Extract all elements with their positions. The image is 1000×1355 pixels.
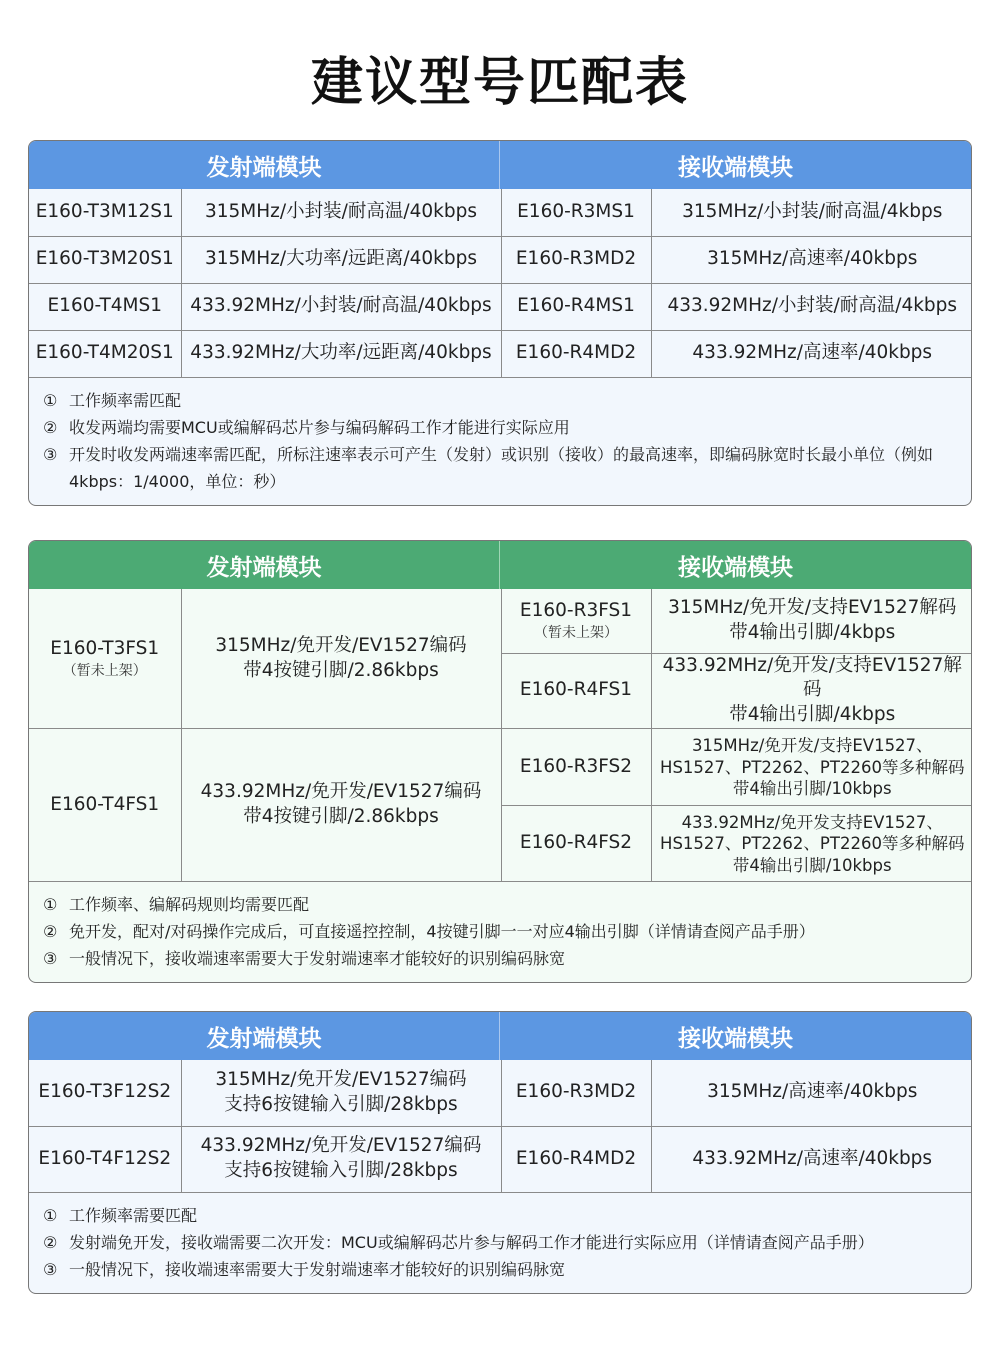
tx-desc-cell bbox=[181, 589, 501, 729]
table-row bbox=[29, 1126, 972, 1192]
rx-desc-line: 带4输出引脚/4kbps bbox=[729, 704, 896, 726]
rx-desc-cell bbox=[651, 806, 972, 882]
rx-desc-line: 带4输出引脚/10kbps bbox=[732, 855, 892, 875]
tx-desc-line: 支持6按键输入引脚/28kbps bbox=[224, 1093, 458, 1115]
notes bbox=[29, 378, 971, 505]
match-table-1 bbox=[28, 140, 972, 506]
note-item bbox=[43, 1229, 971, 1256]
tx-desc-line: 带4按键引脚/2.86kbps bbox=[243, 659, 439, 681]
table-row bbox=[29, 729, 972, 806]
note-text: 开发时收发两端速率需匹配，所标注速率表示可产生（发射）或识别（接收）的最高速率，即编码脉宽时长最小单位（例如4kbps：1/4000，单位：秒） bbox=[69, 444, 934, 491]
model-table bbox=[29, 189, 972, 378]
tx-desc-line: 433.92MHz/免开发/EV1527编码 bbox=[200, 781, 482, 803]
rx-desc: 433.92MHz/高速率/40kbps bbox=[651, 1126, 972, 1192]
model-table bbox=[29, 1060, 972, 1193]
rx-model-cell bbox=[501, 589, 651, 653]
tx-model: E160-T3M12S1 bbox=[29, 189, 181, 236]
rx-model: E160-R4FS1 bbox=[501, 653, 651, 729]
tx-desc-cell bbox=[181, 1060, 501, 1126]
note-item bbox=[43, 918, 971, 945]
note-text: 工作频率需要匹配 bbox=[69, 1205, 198, 1225]
rx-desc-line: 315MHz/免开发/支持EV1527解码 bbox=[668, 596, 957, 618]
rx-model: E160-R3MD2 bbox=[501, 236, 651, 283]
note-item bbox=[43, 1202, 971, 1229]
rx-desc-cell bbox=[651, 589, 972, 653]
tx-model: E160-T4F12S2 bbox=[29, 1126, 181, 1192]
rx-model: E160-R4FS2 bbox=[501, 806, 651, 882]
tx-module-header: 发射端模块 bbox=[29, 541, 500, 589]
rx-desc-line: 433.92MHz/免开发/支持EV1527解码 bbox=[662, 654, 962, 701]
table-header bbox=[29, 541, 971, 589]
tx-model: E160-T3F12S2 bbox=[29, 1060, 181, 1126]
note-number: ① bbox=[43, 390, 58, 410]
match-table-3 bbox=[28, 1011, 972, 1294]
availability-status: （暂未上架） bbox=[62, 662, 147, 679]
rx-desc-line: HS1527、PT2262、PT2260等多种解码 bbox=[660, 834, 965, 854]
rx-desc-line: 433.92MHz/免开发支持EV1527、 bbox=[681, 812, 943, 832]
rx-model: E160-R3MD2 bbox=[501, 1060, 651, 1126]
rx-desc: 315MHz/高速率/40kbps bbox=[651, 1060, 972, 1126]
tx-model: E160-T3FS1 bbox=[50, 637, 160, 659]
rx-model: E160-R3MS1 bbox=[501, 189, 651, 236]
tx-desc: 315MHz/大功率/远距离/40kbps bbox=[181, 236, 501, 283]
note-item bbox=[43, 1256, 971, 1283]
rx-desc: 315MHz/小封装/耐高温/4kbps bbox=[651, 189, 972, 236]
tx-model-cell bbox=[29, 589, 181, 729]
availability-status: （暂未上架） bbox=[534, 624, 618, 641]
note-number: ③ bbox=[43, 949, 58, 969]
rx-model: E160-R3FS1 bbox=[519, 599, 633, 621]
note-text: 收发两端均需要MCU或编解码芯片参与编码解码工作才能进行实际应用 bbox=[69, 417, 570, 437]
rx-desc: 433.92MHz/小封装/耐高温/4kbps bbox=[651, 283, 972, 330]
rx-module-header: 接收端模块 bbox=[678, 554, 793, 581]
table-header bbox=[29, 1012, 971, 1060]
tx-desc: 433.92MHz/小封装/耐高温/40kbps bbox=[181, 283, 501, 330]
note-text: 发射端免开发，接收端需要二次开发：MCU或编解码芯片参与解码工作才能进行实际应用（详情请查阅产品手册） bbox=[69, 1232, 874, 1252]
note-text: 免开发，配对/对码操作完成后，可直接遥控控制，4按键引脚一一对应4输出引脚（详情请查阅产品手册） bbox=[69, 922, 815, 942]
rx-module-header: 接收端模块 bbox=[678, 154, 793, 181]
rx-model: E160-R3FS2 bbox=[501, 729, 651, 806]
note-item bbox=[43, 387, 971, 414]
table-row bbox=[29, 1060, 972, 1126]
table-row bbox=[29, 189, 972, 236]
tx-desc-line: 433.92MHz/免开发/EV1527编码 bbox=[200, 1135, 482, 1157]
note-text: 一般情况下，接收端速率需要大于发射端速率才能较好的识别编码脉宽 bbox=[69, 1259, 566, 1279]
tx-desc: 315MHz/小封装/耐高温/40kbps bbox=[181, 189, 501, 236]
rx-model: E160-R4MD2 bbox=[501, 1126, 651, 1192]
note-number: ② bbox=[43, 1232, 58, 1252]
note-number: ③ bbox=[43, 1259, 58, 1279]
note-item bbox=[43, 891, 971, 918]
tx-desc-line: 315MHz/免开发/EV1527编码 bbox=[215, 1068, 467, 1090]
notes bbox=[29, 882, 971, 982]
rx-desc: 433.92MHz/高速率/40kbps bbox=[651, 330, 972, 377]
tx-model: E160-T4M20S1 bbox=[29, 330, 181, 377]
note-number: ② bbox=[43, 417, 58, 437]
table-row bbox=[29, 330, 972, 377]
note-item bbox=[43, 945, 971, 972]
tx-module-header: 发射端模块 bbox=[29, 141, 500, 189]
table-row bbox=[29, 236, 972, 283]
tx-desc: 433.92MHz/大功率/远距离/40kbps bbox=[181, 330, 501, 377]
tx-model: E160-T3M20S1 bbox=[29, 236, 181, 283]
table-header bbox=[29, 141, 971, 189]
rx-desc-line: HS1527、PT2262、PT2260等多种解码 bbox=[660, 757, 965, 777]
rx-desc: 315MHz/高速率/40kbps bbox=[651, 236, 972, 283]
tx-module-header: 发射端模块 bbox=[29, 1012, 500, 1060]
tx-model: E160-T4MS1 bbox=[29, 283, 181, 330]
rx-desc-line: 带4输出引脚/4kbps bbox=[729, 621, 896, 643]
tx-desc-cell bbox=[181, 729, 501, 882]
tx-model: E160-T4FS1 bbox=[29, 729, 181, 882]
tx-desc-cell bbox=[181, 1126, 501, 1192]
note-item bbox=[43, 441, 971, 495]
note-number: ① bbox=[43, 895, 58, 915]
match-table-2 bbox=[28, 540, 972, 983]
rx-desc-line: 带4输出引脚/10kbps bbox=[732, 779, 892, 799]
page-title: 建议型号匹配表 bbox=[310, 53, 689, 113]
note-item bbox=[43, 414, 971, 441]
table-row bbox=[29, 589, 972, 653]
tx-desc-line: 带4按键引脚/2.86kbps bbox=[243, 806, 439, 828]
note-text: 工作频率、编解码规则均需要匹配 bbox=[69, 895, 310, 915]
rx-desc-cell bbox=[651, 653, 972, 729]
rx-model: E160-R4MD2 bbox=[501, 330, 651, 377]
rx-desc-cell bbox=[651, 729, 972, 806]
notes bbox=[29, 1193, 971, 1293]
table-row bbox=[29, 283, 972, 330]
note-number: ① bbox=[43, 1205, 58, 1225]
tx-desc-line: 315MHz/免开发/EV1527编码 bbox=[215, 634, 467, 656]
rx-desc-line: 315MHz/免开发/支持EV1527、 bbox=[691, 736, 933, 756]
rx-module-header: 接收端模块 bbox=[678, 1025, 793, 1052]
tx-desc-line: 支持6按键输入引脚/28kbps bbox=[224, 1160, 458, 1181]
model-table bbox=[29, 589, 972, 882]
note-number: ② bbox=[43, 922, 58, 942]
note-text: 一般情况下，接收端速率需要大于发射端速率才能较好的识别编码脉宽 bbox=[69, 949, 566, 969]
rx-model: E160-R4MS1 bbox=[501, 283, 651, 330]
note-text: 工作频率需匹配 bbox=[69, 390, 182, 410]
note-number: ③ bbox=[43, 444, 58, 464]
